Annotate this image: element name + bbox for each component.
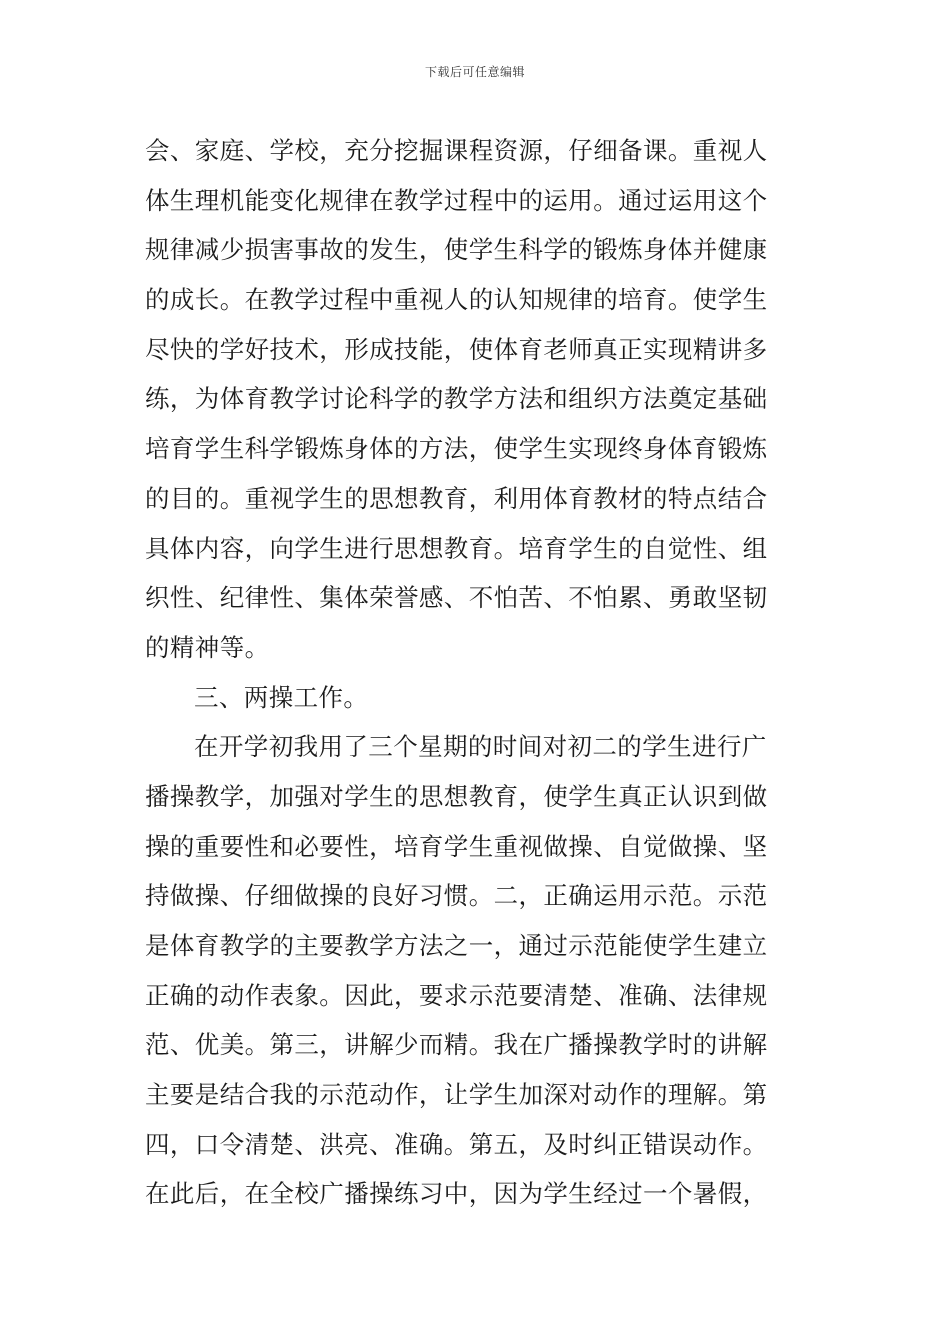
text-line: 持做操、仔细做操的良好习惯。二，正确运用示范。示范 [145,881,768,911]
text-line: 范、优美。第三，讲解少而精。我在广播操教学时的讲解 [145,1030,768,1060]
document-body [145,126,810,1219]
text-line: 体生理机能变化规律在教学过程中的运用。通过运用这个 [145,185,768,215]
text-line: 正确的动作表象。因此，要求示范要清楚、准确、法律规 [145,980,768,1010]
paragraph-first-line: 在开学初我用了三个星期的时间对初二的学生进行广 [194,732,767,762]
text-line: 会、家庭、学校，充分挖掘课程资源，仔细备课。重视人 [145,136,768,165]
text-line: 尽快的学好技术，形成技能，使体育老师真正实现精讲多 [145,334,768,364]
text-line: 具体内容，向学生进行思想教育。培育学生的自觉性、组 [145,533,768,563]
text-line: 的目的。重视学生的思想教育，利用体育教材的特点结合 [145,483,768,513]
text-line: 播操教学，加强对学生的思想教育，使学生真正认识到做 [145,781,768,811]
text-line: 四，口令清楚、洪亮、准确。第五，及时纠正错误动作。 [145,1129,768,1159]
text-line: 是体育教学的主要教学方法之一，通过示范能使学生建立 [145,931,768,960]
text-line: 培育学生科学锻炼身体的方法，使学生实现终身体育锻炼 [145,434,768,464]
text-line: 规律减少损害事故的发生，使学生科学的锻炼身体并健康 [145,235,768,265]
text-line: 的精神等。 [145,632,270,662]
text-line: 的成长。在教学过程中重视人的认知规律的培育。使学生 [145,285,768,315]
text-line: 织性、纪律性、集体荣誉感、不怕苦、不怕累、勇敢坚韧 [145,583,768,613]
text-line: 练，为体育教学讨论科学的教学方法和组织方法奠定基础 [145,384,768,414]
section-heading: 三、两操工作。 [194,682,369,712]
text-line: 主要是结合我的示范动作，让学生加深对动作的理解。第 [145,1080,768,1110]
text-line: 在此后，在全校广播操练习中，因为学生经过一个暑假， [145,1179,768,1209]
page-header: 下载后可任意编辑 [424,65,525,79]
text-line: 操的重要性和必要性，培育学生重视做操、自觉做操、坚 [145,831,768,861]
